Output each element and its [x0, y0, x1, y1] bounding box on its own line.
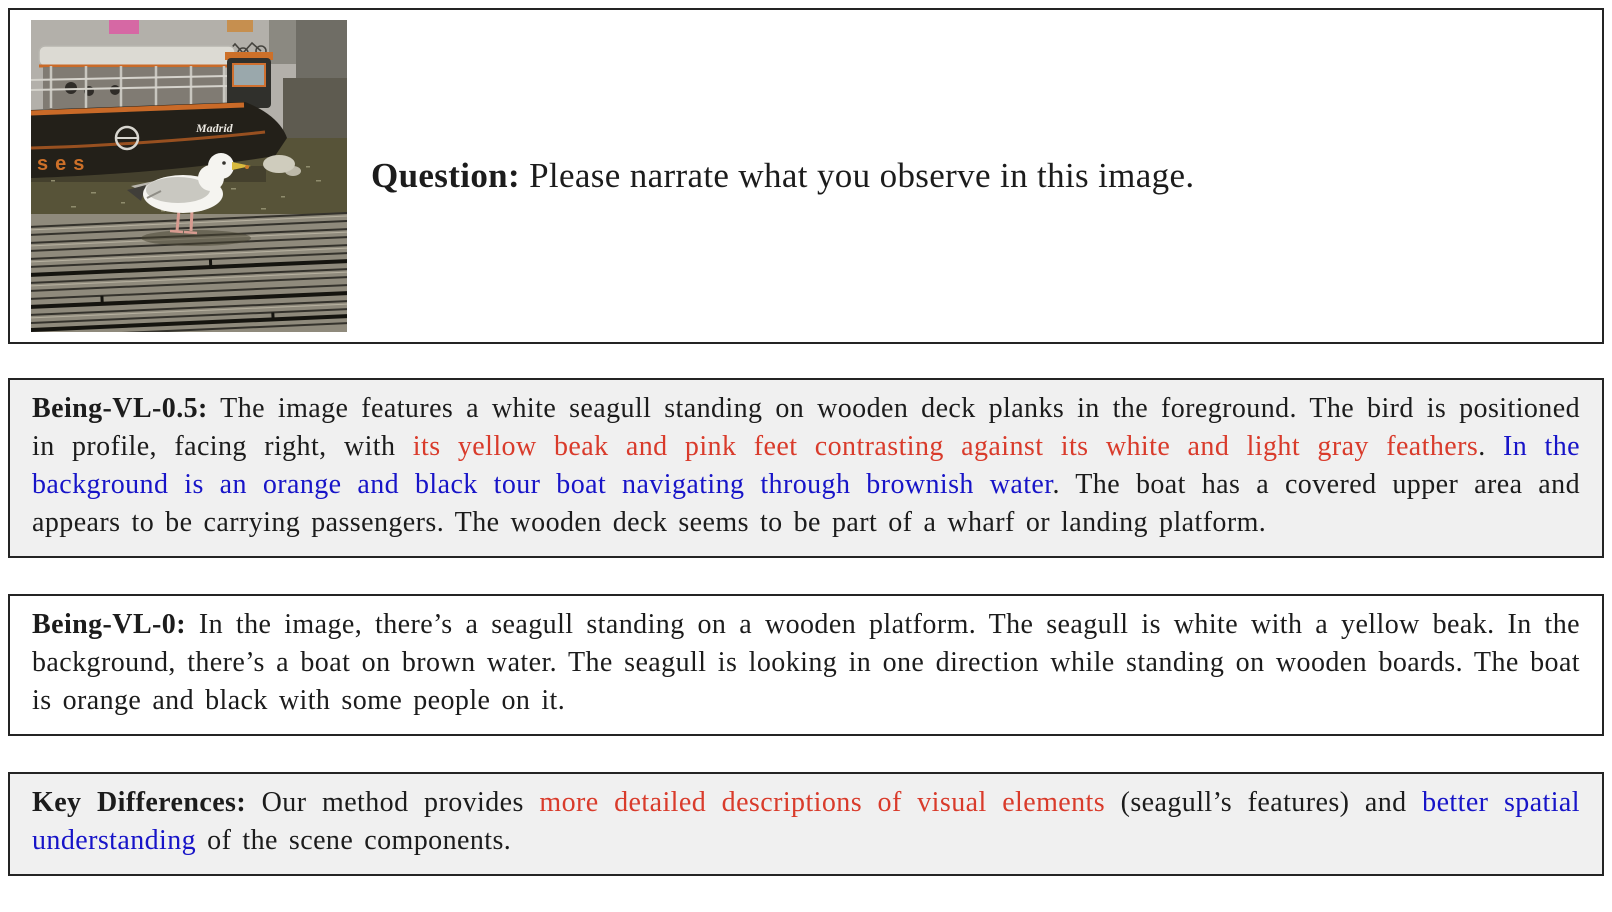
response-label: Being-VL-0:	[32, 609, 186, 640]
response-segment-blue: better spatial understanding	[32, 787, 1580, 856]
photo-boat	[31, 46, 301, 178]
response-text	[32, 784, 1580, 860]
question-line	[371, 155, 1194, 197]
response-segment-default: of the scene components.	[196, 825, 511, 856]
response-text	[32, 606, 1580, 720]
response-segment-red: more detailed descriptions of visual elements	[539, 787, 1105, 818]
response-label: Being-VL-0.5:	[32, 393, 208, 424]
key-differences-panel	[8, 772, 1604, 876]
response-segment-red: its yellow beak and pink feet contrasting against its white and light gray feathers	[413, 431, 1478, 462]
response-segment-default: The image features a white seagull standing on wooden deck planks in the foreground. The bird is positioned in profile, facing right, with	[32, 393, 1580, 462]
boat-name-text: Madrid	[195, 121, 234, 135]
scene-photo	[31, 20, 347, 332]
being-vl-0-panel	[8, 594, 1604, 736]
response-segment-blue: In the background is an orange and black tour boat navigating through brownish water	[32, 431, 1580, 500]
question-panel	[8, 8, 1604, 344]
response-segment-default: .	[1478, 431, 1503, 462]
seagull-head	[208, 153, 234, 179]
response-segment-default: (seagull’s features) and	[1105, 787, 1422, 818]
response-segment-default: Our method provides	[246, 787, 539, 818]
question-label: Question:	[371, 156, 520, 195]
being-vl-05-panel	[8, 378, 1604, 558]
response-segment-default: . The boat has a covered upper area and appears to be carrying passengers. The wooden deck seems to be part of a wharf or landing platform.	[32, 469, 1580, 538]
seagull-eye	[222, 161, 226, 165]
hull-letters-text: ses	[37, 153, 91, 175]
response-segment-default: In the image, there’s a seagull standing on a wooden platform. The seagull is white with a yellow beak. In the background, there’s a boat on brown water. The seagull is looking in one direction while standing on wooden boards. The boat is orange and black with some people on it.	[32, 609, 1580, 716]
response-label: Key Differences:	[32, 787, 246, 818]
response-text	[32, 390, 1580, 542]
question-text: Please narrate what you observe in this image.	[529, 156, 1194, 195]
seagull-dock-illustration	[31, 20, 347, 332]
boat-canopy	[39, 46, 235, 66]
response-panels	[0, 378, 1612, 912]
